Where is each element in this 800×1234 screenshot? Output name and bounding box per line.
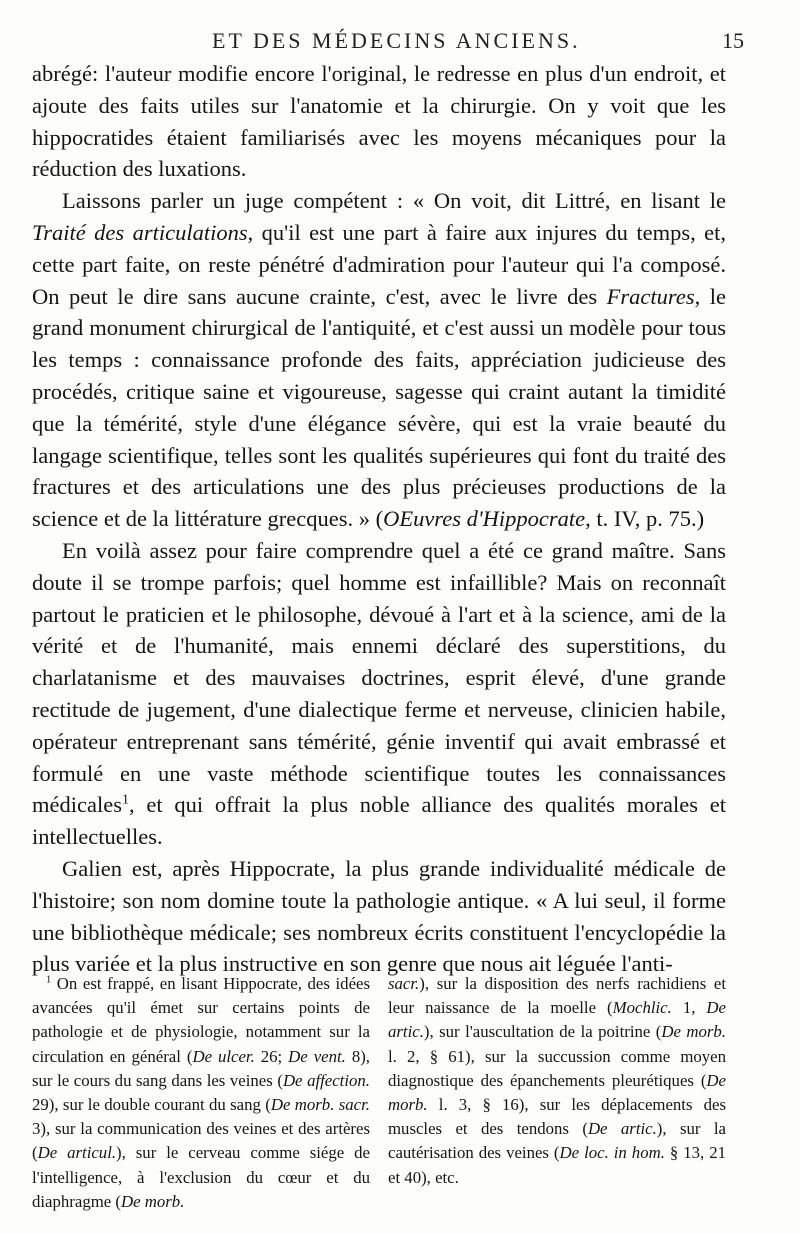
text-run: abrégé: l'auteur modifie encore l'original, le redresse en plus d'un endroit, et ajoute des faits utiles sur l'anatomie et la chirurgie. On y voit que les hippocratides étaient familiarisés avec les moyens mécaniques pour la réduction des luxations.: [32, 61, 726, 182]
italic-text: Mochlic.: [612, 998, 672, 1018]
text-run: , le grand monument chirurgical de l'antiquité, et c'est aussi un modèle pour tous les temps : connaissance profonde des faits, appréciation judicieuse des procédés, critique saine et vigoureuse, sagesse qui craint autant la timidité que la témérité, style d'une élégance sévère, qui est la vraie beauté du langage scientifique, telles sont les qualités supérieures qui font du traité des fractures et des articulations une des plus précieuses productions de la science et de la littérature grecques. » (: [32, 283, 726, 532]
italic-text: De artic.: [388, 998, 726, 1042]
italic-text: OEuvres d'Hippocrate: [383, 506, 586, 532]
italic-text: De affection.: [282, 1070, 370, 1090]
text-run: 29), sur le double courant du sang (: [32, 1095, 271, 1115]
text-run: Laissons parler un juge compétent : « On voit, dit Littré, en lisant le: [62, 188, 726, 214]
footnotes: [32, 972, 726, 1214]
main-text: [32, 58, 726, 980]
text-run: ), sur le cerveau comme siége de l'intelligence, à l'exclusion du cœur et du diaphragme (: [32, 1143, 370, 1211]
footnote-text: [32, 972, 370, 1214]
paragraph: [32, 185, 726, 535]
text-run: l. 2, § 61), sur la succussion comme moyen diagnostique des épanchements pleurétiques (: [388, 1046, 726, 1090]
italic-text: De morb. sacr.: [270, 1095, 370, 1115]
text-run: ), sur l'auscultation de la poitrine (: [423, 1022, 662, 1042]
text-run: ), sur la cautérisation des veines (: [388, 1119, 726, 1163]
text-run: En voilà assez pour faire comprendre quel a été ce grand maître. Sans doute il se trompe parfois; quel homme est infaillible? Mais on reconnaît partout le praticien et le philosophe, dévoué à l'art et à la science, ami de la vérité et de l'humanité, mais ennemi déclaré des superstitions, du charlatanisme et des mauvaises doctrines, esprit élevé, d'une grande rectitude de jugement, d'une dialectique ferme et nerveuse, clinicien habile, opérateur entreprenant sans témérité, génie inventif qui avait embrassé et formulé en une vaste méthode scientifique toutes les connaissances médicales: [32, 537, 726, 818]
running-title: ET DES MÉDECINS ANCIENS.: [212, 28, 581, 53]
text-run: , et qui offrait la plus noble alliance des qualités morales et intellectuelles.: [32, 792, 726, 850]
italic-text: Traité des articulations: [32, 219, 248, 245]
text-run: , qu'il est une part à faire aux injures du temps, et, cette part faite, on reste pénétré d'admiration pour l'auteur qui l'a composé. On peut le dire sans aucune crainte, c'est, avec le livre des: [32, 219, 727, 309]
text-run: l. 3, § 16), sur les déplacements des muscles et des tendons (: [388, 1095, 726, 1139]
text-run: , t. IV, p. 75.): [585, 506, 705, 532]
paragraph: [32, 853, 726, 980]
text-run: § 13, 21 et 40), etc.: [388, 1143, 727, 1187]
footnote-marker: 1: [121, 792, 129, 808]
footnote-text: [388, 972, 726, 1190]
footnote-column-right: [388, 972, 726, 1214]
italic-text: De morb.: [121, 1191, 185, 1211]
italic-text: De vent.: [288, 1046, 346, 1066]
italic-text: De loc. in hom.: [559, 1143, 665, 1163]
text-run: 26;: [254, 1046, 289, 1066]
italic-text: Fractures: [606, 283, 695, 309]
italic-text: De morb.: [661, 1022, 726, 1042]
italic-text: sacr.: [388, 974, 420, 993]
italic-text: De articul.: [37, 1143, 117, 1163]
italic-text: De artic.: [587, 1119, 657, 1139]
text-run: Galien est, après Hippocrate, la plus grande individualité médicale de l'histoire; son nom domine toute la pathologie antique. « A lui seul, il forme une bibliothèque médicale; ses nombreux écrits constituent l'encyclopédie la plus variée et la plus instructive en son genre que nous ait léguée l'anti-: [32, 855, 726, 977]
paragraph: [32, 58, 726, 185]
footnote-column-left: [32, 972, 370, 1214]
page-number: 15: [722, 28, 744, 53]
text-run: 8), sur le cours du sang dans les veines (: [32, 1046, 370, 1090]
page-header: [32, 22, 744, 54]
paragraph: [32, 535, 726, 853]
text-run: ), sur la disposition des nerfs rachidiens et leur naissance de la moelle (: [388, 974, 726, 1018]
footnote-marker: 1: [46, 974, 52, 986]
italic-text: De morb.: [388, 1070, 726, 1115]
text-run: On est frappé, en lisant Hippocrate, des idées avancées qu'il émet sur certains points de pathologie et de physiologie, notamment sur la circulation en général (: [32, 974, 370, 1066]
text-run: 1,: [671, 998, 707, 1018]
italic-text: De ulcer.: [192, 1046, 255, 1066]
text-run: 3), sur la communication des veines et des artères (: [32, 1119, 370, 1163]
